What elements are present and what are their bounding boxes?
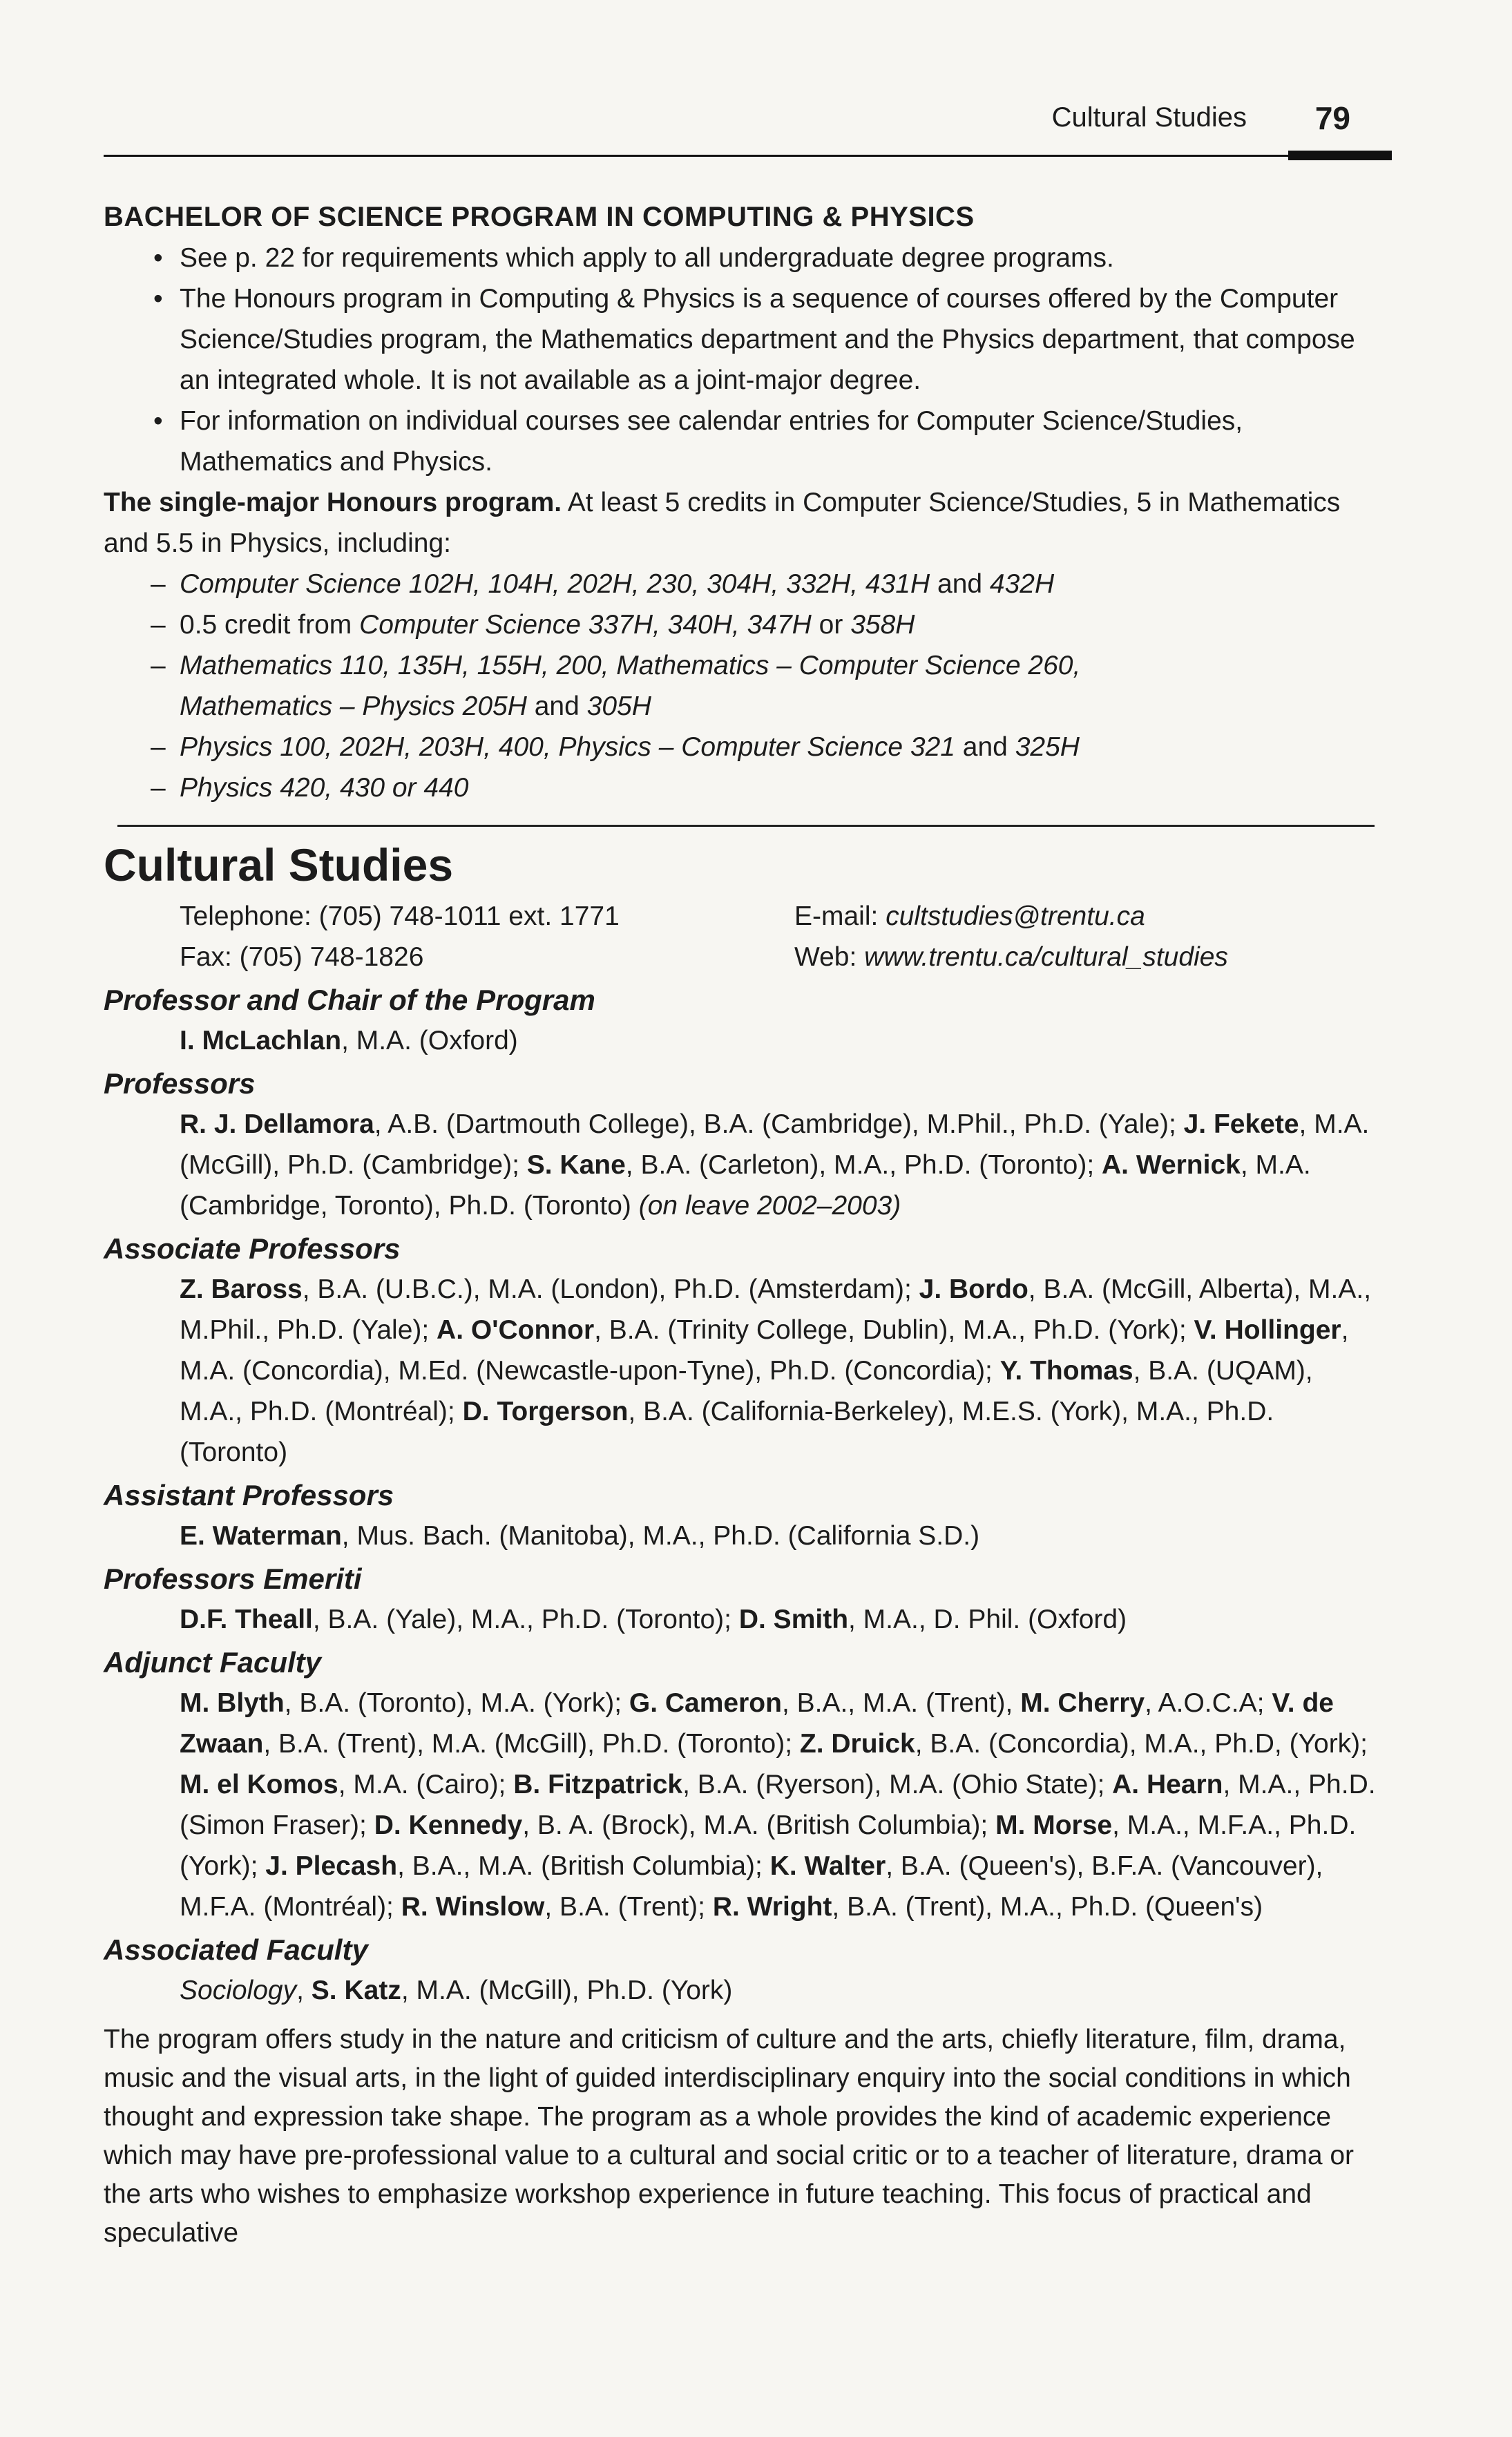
chair-entry: I. McLachlan, M.A. (Oxford) bbox=[180, 1026, 518, 1055]
bullet-icon: • bbox=[153, 284, 163, 314]
list-item: • For information on individual courses see calendar entries for Computer Science/Studies, Mathematics and Physics. bbox=[180, 401, 1381, 482]
associated-faculty-list: Sociology, S. Katz, M.A. (McGill), Ph.D. (York) bbox=[180, 1976, 733, 2005]
adjunct-list: M. Blyth, B.A. (Toronto), M.A. (York); G. Cameron, B.A., M.A. (Trent), M. Cherry, A.O.C.A; V. de Zwaan, B.A. (Trent), M.A. (McGill), Ph.D. (Toronto); Z. Druick, B.A. (Concordia), M.A., Ph.D, (York); M. el Komos, M.A. (Cairo); B. Fitzpatrick, B.A. (Ryerson), M.A. (Ohio State); A. Hearn, M.A., Ph.D. (Simon Fraser); D. Kennedy, B. A. (Brock), M.A. (British Columbia); M. Morse, M.A., M.F.A., Ph.D. (York); J. Plecash, B.A., M.A. (British Columbia); K. Walter, B.A. (Queen's), B.F.A. (Vancouver), M.F.A. (Montréal); R. Winslow, B.A. (Trent); R. Wright, B.A. (Trent), M.A., Ph.D. (Queen's) bbox=[180, 1688, 1376, 1922]
section-divider bbox=[117, 825, 1375, 827]
web-line: Web: www.trentu.ca/cultural_studies bbox=[794, 942, 1228, 972]
list-item: – Physics 420, 430 or 440 bbox=[151, 773, 469, 803]
header-rule bbox=[104, 155, 1392, 157]
honours-label: The single-major Honours program. bbox=[104, 488, 562, 517]
bsc-heading: BACHELOR OF SCIENCE PROGRAM IN COMPUTING & PHYSICS bbox=[104, 202, 975, 232]
honours-text: At least 5 credits in Computer Science/Studies, 5 in Mathematics and 5.5 in Physics, including: bbox=[104, 488, 1341, 558]
email-line: E-mail: cultstudies@trentu.ca bbox=[794, 901, 1145, 931]
honours-paragraph bbox=[104, 482, 1381, 564]
running-title: Cultural Studies bbox=[1051, 102, 1247, 133]
list-item: – 0.5 credit from Computer Science 337H, 340H, 347H or 358H bbox=[151, 610, 915, 640]
page-content bbox=[104, 197, 1381, 2253]
list-item: • See p. 22 for requirements which apply to all undergraduate degree programs. bbox=[180, 238, 1381, 278]
associate-professors-heading: Associate Professors bbox=[104, 1232, 401, 1265]
bullet-icon: • bbox=[153, 243, 163, 273]
professors-heading: Professors bbox=[104, 1067, 256, 1100]
page-number: 79 bbox=[1314, 100, 1350, 136]
telephone: Telephone: (705) 748-1011 ext. 1771 bbox=[180, 901, 620, 931]
list-item: – Computer Science 102H, 104H, 202H, 230, 304H, 332H, 431H and 432H bbox=[151, 569, 1055, 599]
assistant-professors-list: E. Waterman, Mus. Bach. (Manitoba), M.A., Ph.D. (California S.D.) bbox=[180, 1521, 980, 1551]
running-header bbox=[104, 102, 1392, 144]
fax: Fax: (705) 748-1826 bbox=[180, 942, 424, 972]
email-link[interactable]: cultstudies@trentu.ca bbox=[886, 901, 1145, 931]
list-item: – Mathematics 110, 135H, 155H, 200, Mathematics – Computer Science 260, Mathematics – Physics 205H and 305H bbox=[151, 651, 1081, 721]
emeriti-list: D.F. Theall, B.A. (Yale), M.A., Ph.D. (Toronto); D. Smith, M.A., D. Phil. (Oxford) bbox=[180, 1605, 1127, 1634]
assistant-professors-heading: Assistant Professors bbox=[104, 1479, 394, 1511]
contact-block bbox=[104, 896, 1381, 977]
thumb-tab bbox=[1288, 151, 1392, 160]
web-link[interactable]: www.trentu.ca/cultural_studies bbox=[864, 942, 1228, 972]
emeriti-heading: Professors Emeriti bbox=[104, 1562, 362, 1595]
associated-faculty-heading: Associated Faculty bbox=[104, 1933, 368, 1966]
list-item: • The Honours program in Computing & Physics is a sequence of courses offered by the Computer Science/Studies program, the Mathematics department and the Physics department, that compose an integrated whole. It is not available as a joint-major degree. bbox=[180, 278, 1381, 401]
chair-heading: Professor and Chair of the Program bbox=[104, 984, 595, 1016]
adjunct-heading: Adjunct Faculty bbox=[104, 1646, 322, 1679]
section-title: Cultural Studies bbox=[104, 839, 454, 890]
program-intro-paragraph: The program offers study in the nature and criticism of culture and the arts, chiefly literature, film, drama, music and the visual arts, in the light of guided interdisciplinary enquiry into the social conditions in which thought and expression take shape. The program as a whole provides the kind of academic experience which may have pre-professional value to a cultural and social critic or to a teacher of literature, drama or the arts who wishes to emphasize workshop experience in future teaching. This focus of practical and speculative bbox=[104, 2025, 1355, 2248]
requirements-list bbox=[104, 564, 1381, 808]
associate-professors-list: Z. Baross, B.A. (U.B.C.), M.A. (London), Ph.D. (Amsterdam); J. Bordo, B.A. (McGill, Alberta), M.A., M.Phil., Ph.D. (Yale); A. O'Connor, B.A. (Trinity College, Dublin), M.A., Ph.D. (York); V. Hollinger, M.A. (Concordia), M.Ed. (Newcastle-upon-Tyne), Ph.D. (Concordia); Y. Thomas, B.A. (UQAM), M.A., Ph.D. (Montréal); D. Torgerson, B.A. (California-Berkeley), M.E.S. (York), M.A., Ph.D. (Toronto) bbox=[180, 1274, 1372, 1467]
list-item: – Physics 100, 202H, 203H, 400, Physics – Computer Science 321 and 325H bbox=[151, 732, 1080, 762]
professors-list: R. J. Dellamora, A.B. (Dartmouth College), B.A. (Cambridge), M.Phil., Ph.D. (Yale); J. Fekete, M.A. (McGill), Ph.D. (Cambridge); S. Kane, B.A. (Carleton), M.A., Ph.D. (Toronto); A. Wernick, M.A. (Cambridge, Toronto), Ph.D. (Toronto) (on leave 2002–2003) bbox=[180, 1109, 1370, 1221]
bsc-bullet-list bbox=[104, 238, 1381, 482]
bullet-icon: • bbox=[153, 406, 163, 436]
